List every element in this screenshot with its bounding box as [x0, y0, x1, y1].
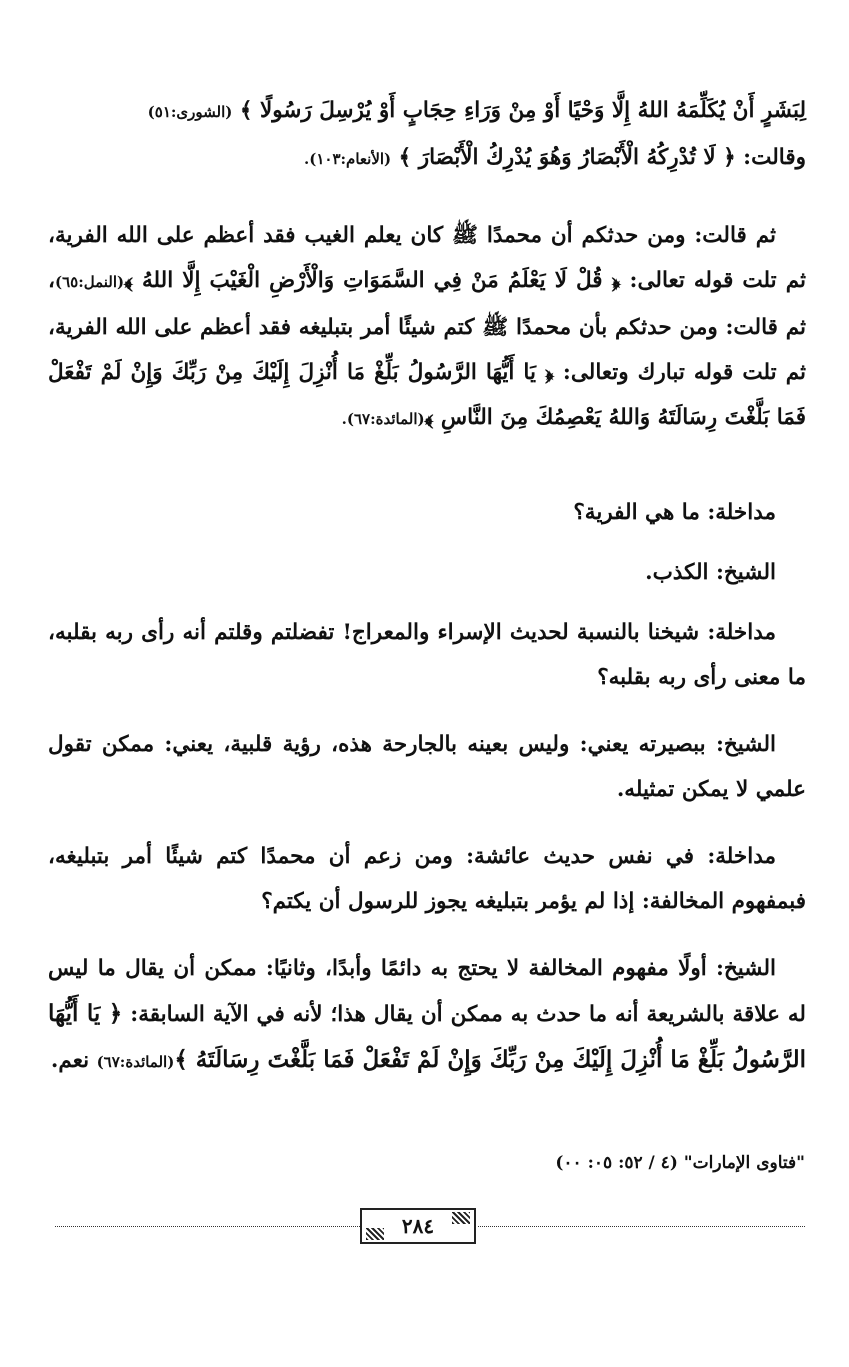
- speaker-label: الشيخ:: [715, 560, 776, 585]
- dialogue-a3: [48, 946, 806, 1085]
- dialogue-q2: [48, 610, 806, 700]
- dialogue-text: الكذب.: [645, 560, 716, 585]
- dialogue-q3: [48, 834, 806, 924]
- dialogue-text: في نفس حديث عائشة: ومن زعم أن محمدًا كتم شيئًا أمر بتبليغه، فبمفهوم المخالفة: إذا لم يؤمر بتبليغه يجوز للرسول أن يكتم؟: [48, 844, 806, 914]
- dialogue-text: أولًا مفهوم المخالفة لا يحتج به دائمًا وأبدًا، وثانيًا: ممكن أن يقال ما ليس له علاقة بالشريعة أنه ما حدث به ممكن أن يقال هذا؛ لأنه في الآية السابقة:: [48, 956, 806, 1027]
- dialogue-text: شيخنا بالنسبة لحديث الإسراء والمعراج! تفضلتم وقلتم أنه رأى ربه بقلبه، ما معنى رأى ربه بقلبه؟: [48, 620, 806, 690]
- ornament-icon: [452, 1212, 470, 1224]
- verse-reference: (المائدة:٦٧).: [341, 410, 425, 428]
- dialogue-a2: [48, 722, 806, 812]
- paragraph-verse-ash-shura: [48, 88, 806, 182]
- quran-verse: ﴿ يَا أَيُّهَا الرَّسُولُ بَلِّغْ مَا أُنْزِلَ إِلَيْكَ مِنْ رَبِّكَ وَإِنْ لَمْ تَفْعَلْ فَمَا بَلَّغْتَ رِسَالَتَهُ ﴾: [48, 1000, 806, 1073]
- source-citation: "فتاوى الإمارات" (٤ / ٥٢: ٠٥: ٠٠): [555, 1153, 805, 1173]
- page-number-box: [360, 1208, 476, 1244]
- speaker-label: الشيخ:: [715, 732, 776, 757]
- footer-divider-left: [55, 1226, 360, 1227]
- speaker-label: مداخلة:: [707, 620, 776, 645]
- speaker-label: مداخلة:: [707, 500, 776, 525]
- dialogue-text: ببصيرته يعني: وليس بعينه بالجارحة هذه، رؤية قلبية، يعني: ممكن تقول علمي لا يمكن تمثيله.: [48, 732, 806, 802]
- speaker-label: الشيخ:: [715, 956, 776, 981]
- dialogue-a1: [48, 550, 806, 595]
- paragraph-text: ثم قالت: ومن حدثكم أن محمدًا ﷺ كان يعلم الغيب فقد أعظم على الله الفرية، ثم تلت قوله تعالى: ﴿ قُلْ لَا يَعْلَمُ مَنْ فِي السَّمَوَاتِ وَالْأَرْضِ الْغَيْبَ إِلَّا اللهُ ﴾: [48, 223, 806, 293]
- dialogue-text: نعم.: [50, 1048, 97, 1073]
- footer-divider-right: [478, 1226, 805, 1227]
- verse-reference: (الأنعام:١٠٣).: [304, 150, 392, 168]
- paragraph-aisha: [48, 213, 806, 442]
- quran-verse: وقالت: ﴿ لَا تُدْرِكُهُ الْأَبْصَارُ وَهُوَ يُدْرِكُ الْأَبْصَارَ ﴾: [398, 145, 806, 170]
- speaker-label: مداخلة:: [707, 844, 776, 869]
- dialogue-text: ما هي الفرية؟: [573, 500, 708, 525]
- verse-reference: (النمل:٦٥): [54, 273, 125, 291]
- page-number: ٢٨٤: [401, 1214, 435, 1238]
- quran-verse: لِبَشَرٍ أَنْ يُكَلِّمَهُ اللهُ إِلَّا وَحْيًا أَوْ مِنْ وَرَاءِ حِجَابٍ أَوْ يُرْسِلَ رَسُولًا ﴾: [239, 98, 806, 123]
- dialogue-q1: [48, 490, 806, 535]
- verse-reference: (الشورى:٥١): [147, 103, 233, 121]
- verse-reference: (المائدة:٦٧): [96, 1053, 175, 1071]
- paragraph-text: ، ثم قالت: ومن حدثكم بأن محمدًا ﷺ كتم شيئًا أمر بتبليغه فقد أعظم على الله الفرية، ثم تلت قوله تبارك وتعالى: ﴿ يَا أَيُّهَا الرَّسُولُ بَلِّغْ مَا أُنْزِلَ إِلَيْكَ مِنْ رَبِّكَ وَإِنْ لَمْ تَفْعَلْ فَمَا بَلَّغْتَ رِسَالَتَهُ وَاللهُ يَعْصِمُكَ مِنَ النَّاسِ ﴾: [48, 268, 806, 430]
- ornament-icon: [366, 1228, 384, 1240]
- verse-continuation: [48, 88, 806, 182]
